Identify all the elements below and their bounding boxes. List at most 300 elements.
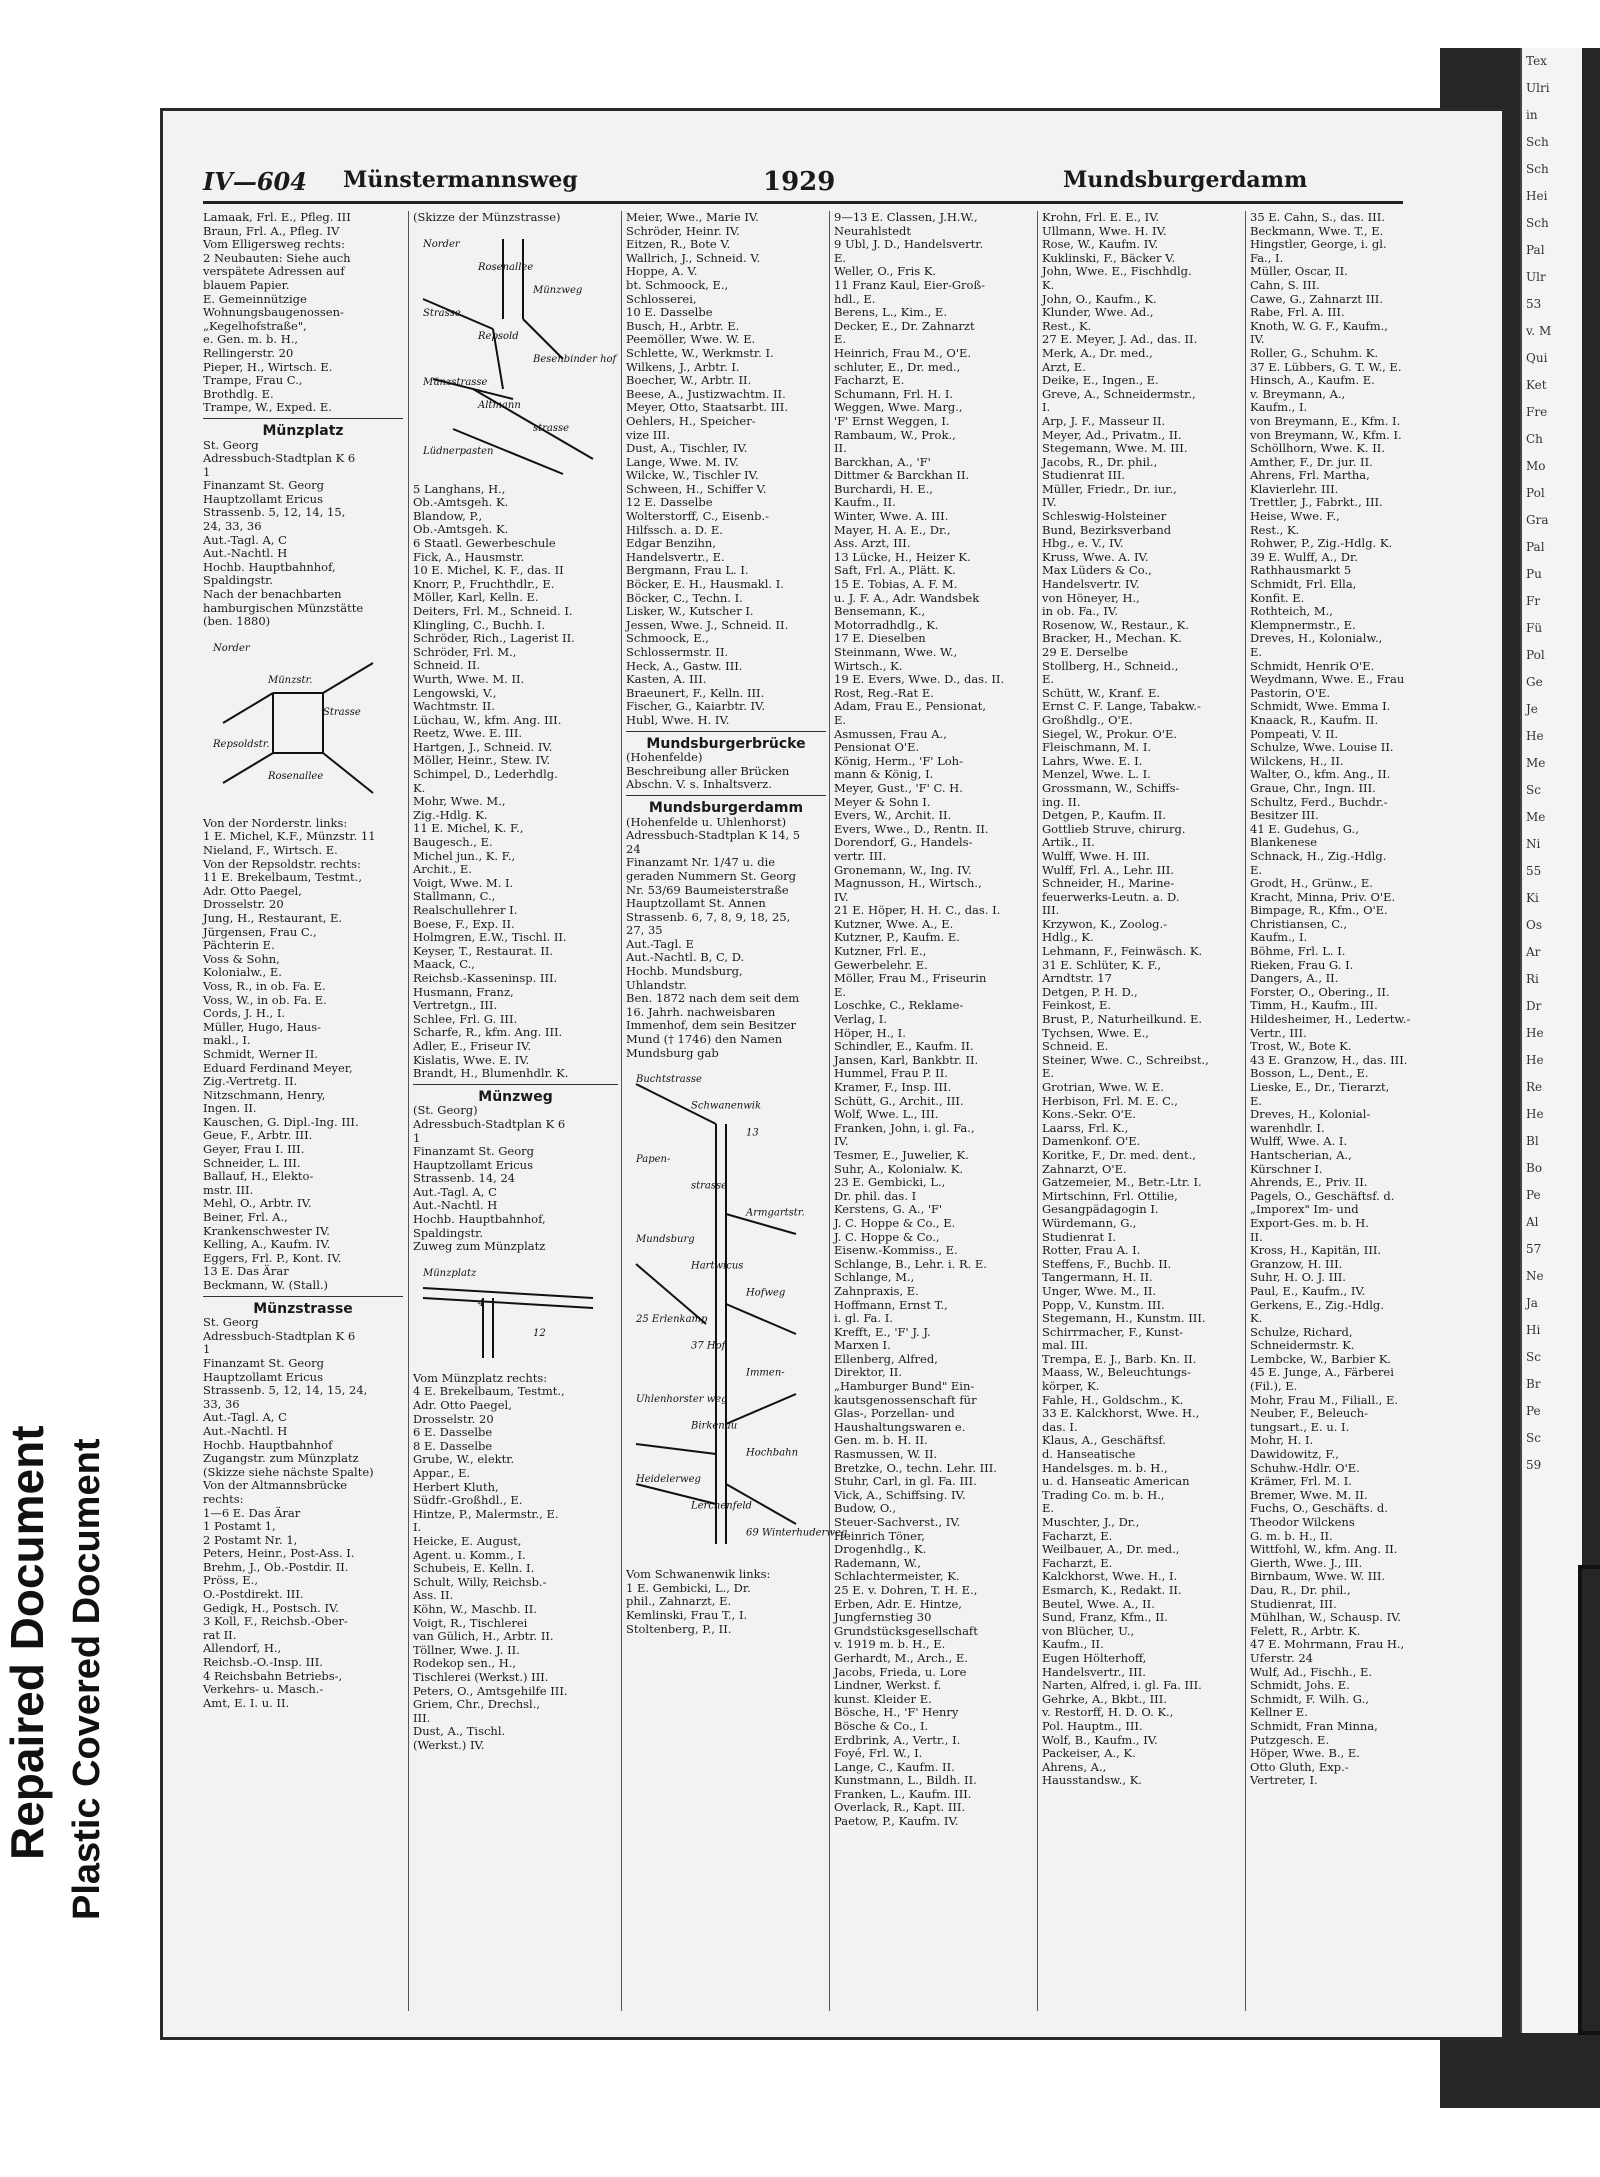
directory-entry: Studienrat, III. xyxy=(1250,1596,1337,1611)
street-name-label: 25 Erlenkamp xyxy=(636,1314,708,1326)
directory-entry: Schimpel, D., Lederhdlg. xyxy=(413,767,558,782)
munzstrasse-street-sketch xyxy=(413,229,617,479)
directory-entry: Trost, W., Bote K. xyxy=(1250,1039,1352,1054)
directory-entry: Timm, H., Kaufm., III. xyxy=(1250,998,1378,1013)
directory-entry: Zahnarzt, O'E. xyxy=(1042,1161,1127,1176)
directory-entry: geraden Nummern St. Georg xyxy=(626,868,796,883)
directory-entry: Feinkost, E. xyxy=(1042,998,1112,1013)
directory-entry: Rathhausmarkt 5 xyxy=(1250,563,1352,578)
directory-entry: Narten, Alfred, i. gl. Fa. III. xyxy=(1042,1678,1202,1693)
directory-entry: Amther, F., Dr. jur. II. xyxy=(1250,454,1373,469)
directory-entry: Handelsges. m. b. H., xyxy=(1042,1460,1168,1475)
directory-entry: Neurahlstedt xyxy=(834,223,912,238)
directory-entry: Rambaum, W., Prok., xyxy=(834,427,956,442)
directory-entry: Merk, A., Dr. med., xyxy=(1042,345,1153,360)
directory-entry: Marxen I. xyxy=(834,1338,891,1353)
directory-entry: Allendorf, H., xyxy=(203,1641,282,1656)
directory-entry: K. xyxy=(1250,1311,1263,1326)
directory-entry: Detgen, P., Kaufm. II. xyxy=(1042,808,1166,823)
directory-entry: Blandow, P., xyxy=(413,508,483,523)
directory-entry: Fuchs, O., Geschäfts. d. xyxy=(1250,1501,1388,1516)
adjacent-page-fragment: Me xyxy=(1526,756,1546,770)
directory-entry: Brothdlg. E. xyxy=(203,386,274,401)
directory-entry: 1 xyxy=(413,1130,421,1145)
directory-entry: Burchardi, H. E., xyxy=(834,481,933,496)
directory-entry: Schlange, M., xyxy=(834,1270,915,1285)
street-name-label: Rosenallee xyxy=(478,261,534,273)
directory-entry: Glas-, Porzellan- und xyxy=(834,1406,955,1421)
directory-entry: u. d. Hanseatic American xyxy=(1042,1474,1190,1489)
plastic-covered-label: Plastic Covered Document xyxy=(66,1438,108,1920)
adjacent-page-fragment: v. M xyxy=(1526,324,1552,338)
header-last-street: Mundsburgerdamm xyxy=(1063,167,1308,193)
adjacent-page-fragment: Pol xyxy=(1526,648,1545,662)
directory-entry: 24 xyxy=(626,841,641,856)
directory-entry: Gerhardt, M., Arch., E. xyxy=(834,1650,968,1665)
directory-entry: Ahrens, A., xyxy=(1042,1759,1107,1774)
directory-entry: Schneidermstr. K. xyxy=(1250,1338,1355,1353)
directory-entry: Ernst C. F. Lange, Tabakw.- xyxy=(1042,699,1201,714)
directory-entry: 9 Ubl, J. D., Handelsvertr. xyxy=(834,237,984,252)
adjacent-page-fragment: 59 xyxy=(1526,1458,1542,1472)
directory-entry: Ob.-Amtsgeh. K. xyxy=(413,495,509,510)
directory-entry: verspätete Adressen auf xyxy=(203,264,345,279)
directory-entry: Peters, Heinr., Post-Ass. I. xyxy=(203,1546,355,1561)
directory-entry: Hauptzollamt Ericus xyxy=(203,491,323,506)
directory-entry: Hauptzollamt St. Annen xyxy=(626,896,766,911)
directory-entry: Wallrich, J., Schneid. V. xyxy=(626,250,761,265)
directory-entry: mann & König, I. xyxy=(834,767,934,782)
directory-entry: Müller, Oscar, II. xyxy=(1250,264,1348,279)
directory-entry: Schröder, Frl. M., xyxy=(413,644,517,659)
directory-entry: Kuklinski, F., Bäcker V. xyxy=(1042,250,1176,265)
adjacent-page-strip xyxy=(1520,48,1582,2033)
adjacent-page-fragment: Ulri xyxy=(1526,81,1550,95)
directory-entry: E. xyxy=(1042,1501,1055,1516)
directory-entry: Bund, Bezirksverband xyxy=(1042,522,1172,537)
directory-entry: Ben. 1872 nach dem seit dem xyxy=(626,991,800,1006)
directory-entry: Dangers, A., II. xyxy=(1250,971,1339,986)
directory-entry: Wurth, Wwe. M. II. xyxy=(413,671,525,686)
directory-entry: Wolf, B., Kaufm., IV. xyxy=(1042,1732,1158,1747)
directory-entry: 1—6 E. Das Ärar xyxy=(203,1505,301,1520)
directory-entry: Kolonialw., E. xyxy=(203,965,282,980)
street-line xyxy=(636,1444,716,1454)
directory-entry: Pensionat O'E. xyxy=(834,740,920,755)
directory-entry: Direktor, II. xyxy=(834,1365,903,1380)
directory-entry: Heinrich, Frau M., O'E. xyxy=(834,345,972,360)
directory-entry: Kunstmann, L., Bildh. II. xyxy=(834,1773,977,1788)
directory-entry: K. xyxy=(413,780,426,795)
street-name-label: Mundsburg xyxy=(636,1234,695,1246)
directory-entry: Decker, E., Dr. Zahnarzt xyxy=(834,318,975,333)
directory-entry: Kelling, A., Kaufm. IV. xyxy=(203,1237,331,1252)
directory-entry: Christiansen, C., xyxy=(1250,916,1347,931)
directory-entry: rechts: xyxy=(203,1491,244,1506)
directory-entry: Scharfe, R., kfm. Ang. III. xyxy=(413,1025,563,1040)
directory-entry: „Kegelhofstraße", xyxy=(203,318,307,333)
directory-entry: Bremer, Wwe. M. II. xyxy=(1250,1487,1368,1502)
directory-entry: Geue, F., Arbtr. III. xyxy=(203,1128,313,1143)
directory-entry: schluter, E., Dr. med., xyxy=(834,359,961,374)
column-4 xyxy=(829,211,1038,2011)
directory-entry: Mirtschinn, Frl. Ottilie, xyxy=(1042,1188,1178,1203)
directory-entry: Arzt, E. xyxy=(1042,359,1086,374)
adjacent-page-fragment: Mo xyxy=(1526,459,1546,473)
directory-entry: 5 Langhans, H., xyxy=(413,481,506,496)
directory-entry: Studienrat III. xyxy=(1042,468,1126,483)
directory-entry: 43 E. Granzow, H., das. III. xyxy=(1250,1052,1408,1067)
directory-entry: Agent. u. Komm., I. xyxy=(413,1547,526,1562)
street-name-label: strasse xyxy=(691,1180,728,1192)
directory-entry: Schlee, Frl. G. III. xyxy=(413,1011,518,1026)
directory-entry: (St. Georg) xyxy=(413,1103,478,1118)
directory-entry: „Imporex" Im- und xyxy=(1250,1202,1359,1217)
directory-entry: 21 E. Höper, H. H. C., das. I. xyxy=(834,903,1001,918)
directory-entry: Mayer, H. A. E., Dr., xyxy=(834,522,951,537)
directory-entry: Drosselstr. 20 xyxy=(413,1411,494,1426)
directory-entry: Aut.-Nachtl. H xyxy=(203,546,288,561)
directory-entry: Kemlinski, Frau T., I. xyxy=(626,1608,748,1622)
directory-entry: Klaus, A., Geschäftsf. xyxy=(1042,1433,1166,1448)
adjacent-page-fragment: Ne xyxy=(1526,1269,1544,1283)
directory-entry: (ben. 1880) xyxy=(203,614,271,629)
directory-entry: Lieske, E., Dr., Tierarzt, xyxy=(1250,1080,1390,1094)
directory-entry: E. xyxy=(1250,862,1263,877)
directory-entry: 16. Jahrh. nachweisbaren xyxy=(626,1004,776,1019)
directory-entry: Möller, Frau M., Friseurin xyxy=(834,971,987,986)
page-header xyxy=(203,161,1403,204)
directory-entry: Spaldingstr. xyxy=(413,1225,483,1240)
directory-entry: Schween, H., Schiffer V. xyxy=(626,481,767,496)
directory-entry: Deike, E., Ingen., E. xyxy=(1042,373,1159,388)
directory-entry: Schulze, Wwe. Louise II. xyxy=(1250,740,1394,755)
directory-entry: Rasmussen, W. II. xyxy=(834,1447,938,1462)
section-divider xyxy=(203,1296,403,1297)
directory-entry: Sund, Franz, Kfm., II. xyxy=(1042,1610,1168,1625)
directory-entry: Abschn. V. s. Inhaltsverz. xyxy=(626,777,772,792)
directory-entry: Voss, R., in ob. Fa. E. xyxy=(203,978,326,993)
directory-entry: Schleswig-Holsteiner xyxy=(1042,509,1167,524)
directory-entry: Schneider, L. III. xyxy=(203,1155,301,1170)
directory-entry: IV. xyxy=(1042,495,1057,510)
directory-entry: Aut.-Tagl. E xyxy=(626,936,694,951)
directory-entry: Peters, O., Amtsgehilfe III. xyxy=(413,1683,568,1698)
directory-entry: Fleischmann, M. I. xyxy=(1042,740,1152,755)
adjacent-page-fragment: He xyxy=(1526,1107,1544,1121)
street-name-label: Immen- xyxy=(746,1367,785,1379)
directory-entry: Krohn, Frl. E. E., IV. xyxy=(1042,210,1160,224)
directory-entry: „Hamburger Bund" Ein- xyxy=(834,1379,975,1394)
street-name-label: Münzstr. xyxy=(268,674,313,686)
directory-entry: 'F' Ernst Weggen, I. xyxy=(834,413,950,428)
directory-entry: Meier, Wwe., Marie IV. xyxy=(626,210,759,224)
directory-entry: Kaufm., I. xyxy=(1250,400,1308,415)
directory-entry: vize III. xyxy=(626,427,670,442)
adjacent-page-fragment: Pu xyxy=(1526,567,1542,581)
directory-entry: Arp, J. F., Masseur II. xyxy=(1042,413,1166,428)
directory-entry: 8 E. Dasselbe xyxy=(413,1438,493,1453)
directory-entry: Laarss, Frl. K., xyxy=(1042,1120,1129,1135)
adjacent-page-fragment: Sc xyxy=(1526,1350,1541,1364)
directory-entry: Fick, A., Hausmstr. xyxy=(413,549,525,564)
directory-entry: Reichsb.-Kasseninsp. III. xyxy=(413,970,558,985)
directory-entry: Zuweg zum Münzplatz xyxy=(413,1239,546,1254)
directory-entry: Hbg., e. V., IV. xyxy=(1042,536,1124,551)
directory-entry: Schneider, H., Marine- xyxy=(1042,876,1175,891)
directory-entry: von Blücher, U., xyxy=(1042,1623,1135,1638)
adjacent-page-fragment: Me xyxy=(1526,810,1546,824)
directory-entry: Gatzemeier, M., Betr.-Ltr. I. xyxy=(1042,1175,1202,1190)
directory-entry: (Skizze der Münzstrasse) xyxy=(413,210,561,224)
page-number: IV—604 xyxy=(203,167,307,196)
directory-entry: Schröder, Heinr. IV. xyxy=(626,223,740,238)
section-divider xyxy=(626,731,826,732)
directory-entry: Stallmann, C., xyxy=(413,889,496,904)
street-heading: Mundsburgerdamm xyxy=(648,799,804,816)
directory-entry: Bracker, H., Mechan. K. xyxy=(1042,631,1182,646)
directory-entry: Jacobs, Frieda, u. Lore xyxy=(834,1664,967,1679)
directory-entry: Fischer, G., Kaiarbtr. IV. xyxy=(626,699,765,714)
adjacent-page-fragment: Gra xyxy=(1526,513,1549,527)
directory-entry: 31 E. Schlüter, K. F., xyxy=(1042,957,1162,972)
directory-entry: Franken, John, i. gl. Fa., xyxy=(834,1120,975,1135)
directory-entry: Lamaak, Frl. E., Pfleg. III xyxy=(203,210,351,224)
directory-entry: Schult, Willy, Reichsb.- xyxy=(413,1574,547,1589)
street-name-label: 13 xyxy=(746,1127,759,1139)
directory-entry: Ob.-Amtsgeh. K. xyxy=(413,522,509,537)
directory-entry: Ballauf, H., Elekto- xyxy=(203,1169,314,1184)
directory-entry: hamburgischen Münzstätte xyxy=(203,600,364,615)
directory-entry: Vertr., III. xyxy=(1250,1025,1307,1040)
adjacent-page-fragment: 55 xyxy=(1526,864,1542,878)
directory-entry: Mundsburg gab xyxy=(626,1045,719,1060)
adjacent-page-fragment: Pal xyxy=(1526,243,1545,257)
directory-entry: Finanzamt St. Georg xyxy=(203,1355,325,1370)
directory-entry: Hingstler, George, i. gl. xyxy=(1250,237,1387,252)
directory-entry: IV. xyxy=(834,1134,849,1149)
directory-entry: (Skizze siehe nächste Spalte) xyxy=(203,1464,374,1479)
directory-entry: Steuer-Sachverst., IV. xyxy=(834,1515,961,1529)
directory-entry: Kerstens, G. A., 'F' xyxy=(834,1202,943,1217)
directory-entry: II. xyxy=(834,441,847,456)
adjacent-page-fragment: Dr xyxy=(1526,999,1542,1013)
directory-entry: Braeunert, F., Kelln. III. xyxy=(626,685,765,700)
directory-entry: Wittfohl, W., kfm. Ang. II. xyxy=(1250,1542,1398,1557)
directory-entry: Rotter, Frau A. I. xyxy=(1042,1243,1141,1258)
adjacent-page-fragment: Ki xyxy=(1526,891,1539,905)
street-name-label: Strasse xyxy=(323,706,361,718)
directory-entry: Handelsvertr., E. xyxy=(626,549,725,564)
directory-entry: Mohr, H. I. xyxy=(1250,1433,1314,1448)
directory-entry: O.-Postdirekt. III. xyxy=(203,1587,304,1602)
directory-entry: v. 1919 m. b. H., E. xyxy=(834,1637,946,1652)
directory-entry: Bimpage, R., Kfm., O'E. xyxy=(1250,903,1388,918)
directory-entry: Motorradhdlg., K. xyxy=(834,617,939,632)
directory-entry: Rosenow, W., Restaur., K. xyxy=(1042,617,1189,632)
directory-entry: Foyé, Frl. W., I. xyxy=(834,1746,923,1761)
directory-entry: Schumann, Frl. H. I. xyxy=(834,386,954,401)
directory-entry: Wulff, Wwe. A. I. xyxy=(1250,1134,1348,1149)
directory-entry: Forster, O., Obering., II. xyxy=(1250,984,1390,999)
street-line xyxy=(323,753,373,793)
directory-entry: Wulff, Frl. A., Lehr. III. xyxy=(1042,862,1174,877)
directory-entry: III. xyxy=(413,1710,431,1725)
street-name-label: Münzweg xyxy=(533,284,583,296)
directory-entry: Schulze, Richard, xyxy=(1250,1324,1353,1339)
directory-entry: Theodor Wilckens xyxy=(1250,1515,1355,1529)
directory-entry: Kaufm., II. xyxy=(1042,1637,1104,1652)
directory-entry: IV. xyxy=(1250,332,1265,347)
street-name-label: 37 Hof xyxy=(691,1340,726,1352)
directory-entry: Knorr, P., Fruchthdlr., E. xyxy=(413,576,555,591)
directory-entry: Strassenb. 5, 12, 14, 15, xyxy=(203,505,346,520)
directory-entry: Kracht, Minna, Priv. O'E. xyxy=(1250,889,1396,904)
directory-entry: E. xyxy=(1042,1066,1055,1081)
directory-entry: John, O., Kaufm., K. xyxy=(1042,291,1157,306)
adjacent-page-fragment: Sch xyxy=(1526,162,1549,176)
directory-entry: Pächterin E. xyxy=(203,938,275,953)
directory-entry: I. xyxy=(1042,400,1051,415)
directory-entry: Grundstücksgesellschaft xyxy=(834,1623,978,1638)
directory-entry: Klingling, C., Buchh. I. xyxy=(413,617,546,632)
directory-entry: Holmgren, E.W., Tischl. II. xyxy=(413,930,567,945)
directory-entry: Gesangpädagogin I. xyxy=(1042,1202,1159,1217)
street-name-label: Lerchenfeld xyxy=(691,1500,752,1512)
directory-entry: Wilkens, J., Arbtr. I. xyxy=(626,359,740,374)
header-first-street: Münstermannsweg xyxy=(343,167,578,193)
directory-entry: Gewerbelehr. E. xyxy=(834,957,928,972)
directory-entry: Uferstr. 24 xyxy=(1250,1650,1313,1665)
directory-entry: Archit., E. xyxy=(413,862,472,877)
directory-entry: III. xyxy=(1042,903,1060,918)
street-heading: Münzplatz xyxy=(262,422,344,439)
directory-entry: Konfit. E. xyxy=(1250,590,1305,605)
directory-entry: Kruss, Wwe. A. IV. xyxy=(1042,549,1149,564)
directory-entry: Voss, W., in ob. Fa. E. xyxy=(203,992,327,1007)
directory-entry: Adler, E., Friseur IV. xyxy=(413,1038,531,1053)
directory-entry: Studienrat I. xyxy=(1042,1229,1116,1244)
directory-entry: Schütt, W., Kranf. E. xyxy=(1042,685,1161,700)
directory-entry: Popp, V., Kunstm. III. xyxy=(1042,1297,1165,1312)
directory-entry: mal. III. xyxy=(1042,1338,1089,1353)
directory-entry: 45 E. Junge, A., Färberei xyxy=(1250,1365,1394,1380)
adjacent-page-fragment: Fre xyxy=(1526,405,1548,419)
section-divider xyxy=(413,1084,618,1085)
directory-entry: Immenhof, dem sein Besitzer xyxy=(626,1018,797,1033)
document-condition-label xyxy=(0,1320,120,1920)
directory-entry: van Gülich, H., Arbtr. II. xyxy=(413,1629,554,1644)
directory-entry: 25 E. v. Dohren, T. H. E., xyxy=(834,1582,978,1597)
street-heading: Münzweg xyxy=(478,1088,553,1105)
directory-entry: Berens, L., Kim., E. xyxy=(834,305,947,320)
header-year: 1929 xyxy=(763,167,836,197)
street-line xyxy=(523,319,563,359)
directory-entry: Schröder, Rich., Lagerist II. xyxy=(413,631,575,646)
street-name-label: 4 xyxy=(478,1297,485,1309)
directory-entry: 23 E. Gembicki, L., xyxy=(834,1175,946,1190)
directory-entry: 39 E. Wulff, A., Dr. xyxy=(1250,549,1358,564)
street-name-label: Altmann xyxy=(478,399,521,411)
directory-entry: Hinsch, A., Kaufm. E. xyxy=(1250,373,1375,388)
directory-entry: Kislatis, Wwe. E. IV. xyxy=(413,1052,530,1067)
directory-entry: Finanzamt St. Georg xyxy=(413,1144,535,1159)
directory-entry: Oehlers, H., Speicher- xyxy=(626,413,756,428)
adjacent-page-fragment: Al xyxy=(1526,1215,1539,1229)
directory-entry: Schöllhorn, Wwe. K. II. xyxy=(1250,441,1385,456)
directory-entry: 41 E. Gudehus, G., xyxy=(1250,821,1359,836)
directory-entry: Von der Norderstr. links: xyxy=(203,815,348,830)
directory-entry: Möller, Karl, Kelln. E. xyxy=(413,590,539,605)
directory-entry: Brandt, H., Blumenhdlr. K. xyxy=(413,1066,569,1081)
directory-entry: Adressbuch-Stadtplan K 6 xyxy=(413,1116,566,1131)
directory-entry: Cawe, G., Zahnarzt III. xyxy=(1250,291,1383,306)
directory-entry: Spaldingstr. xyxy=(203,573,273,588)
directory-entry: Hauptzollamt Ericus xyxy=(413,1157,533,1172)
directory-entry: 6 Staatl. Gewerbeschule xyxy=(413,535,556,550)
street-line xyxy=(323,663,373,693)
directory-entry: Cahn, S. III. xyxy=(1250,277,1320,292)
directory-entry: Dorendorf, G., Handels- xyxy=(834,835,973,850)
directory-entry: Beschreibung aller Brücken xyxy=(626,763,790,778)
directory-entry: Würdemann, G., xyxy=(1042,1215,1137,1230)
directory-entry: Rest., K. xyxy=(1042,318,1092,333)
directory-entry: Handelsvertr. IV. xyxy=(1042,577,1140,592)
directory-entry: Hochb. Hauptbahnhof, xyxy=(413,1212,546,1227)
directory-entry: Höper, Wwe. B., E. xyxy=(1250,1746,1360,1761)
directory-entry: Klempnermstr., E. xyxy=(1250,617,1356,632)
directory-entry: Schubeis, E. Kelln. I. xyxy=(413,1561,535,1576)
directory-entry: Lembcke, W., Barbier K. xyxy=(1250,1351,1392,1366)
directory-entry: Müller, Hugo, Haus- xyxy=(203,1019,321,1034)
adjacent-page-fragment: Pol xyxy=(1526,486,1545,500)
directory-entry: Jacobs, R., Dr. phil., xyxy=(1042,454,1158,469)
directory-entry: Nach der benachbarten xyxy=(203,587,342,602)
repaired-label: Repaired Document xyxy=(1,1425,53,1860)
directory-entry: Heise, Wwe. F., xyxy=(1250,509,1340,524)
directory-entry: 12 E. Dasselbe xyxy=(626,495,713,510)
directory-entry: Baugesch., E. xyxy=(413,835,493,850)
directory-entry: 47 E. Mohrmann, Frau H., xyxy=(1250,1637,1405,1652)
directory-entry: Rademann, W., xyxy=(834,1555,921,1570)
directory-entry: Schmidt, Fran Minna, xyxy=(1250,1718,1378,1733)
directory-entry: e. Gen. m. b. H., xyxy=(203,332,299,347)
adjacent-page-fragment: Sch xyxy=(1526,135,1549,149)
directory-entry: Hochb. Hauptbahnhof, xyxy=(203,559,336,574)
directory-entry: Dr. phil. das. I xyxy=(834,1188,917,1203)
directory-entry: Adressbuch-Stadtplan K 6 xyxy=(203,1328,356,1343)
directory-entry: Grossmann, W., Schiffs- xyxy=(1042,780,1180,795)
street-name-label: Papen- xyxy=(636,1154,671,1166)
directory-entry: Rabe, Frl. A. III. xyxy=(1250,305,1345,320)
street-name-label: Birkenau xyxy=(691,1420,738,1432)
directory-entry: E. Gemeinnützige xyxy=(203,291,307,306)
directory-entry: 6 E. Dasselbe xyxy=(413,1425,493,1440)
directory-entry: u. J. F. A., Adr. Wandsbek xyxy=(834,590,980,605)
directory-entry: Pieper, H., Wirtsch. E. xyxy=(203,359,333,374)
adjacent-page-fragment: Pe xyxy=(1526,1188,1541,1202)
directory-entry: Steiner, Wwe. C., Schreibst., xyxy=(1042,1052,1209,1067)
directory-entry: Packeiser, A., K. xyxy=(1042,1746,1136,1761)
directory-entry: Nitzschmann, Henry, xyxy=(203,1087,326,1102)
directory-entry: Knoth, W. G. F., Kaufm., xyxy=(1250,318,1388,333)
directory-entry: Detgen, P. H. D., xyxy=(1042,984,1138,999)
directory-entry: Strassenb. 14, 24 xyxy=(413,1171,516,1186)
adjacent-page-fragment: Ri xyxy=(1526,972,1539,986)
directory-entry: Geyer, Frau I. III. xyxy=(203,1142,305,1157)
directory-entry: Siegel, W., Prokur. O'E. xyxy=(1042,726,1178,741)
directory-entry: Schmidt, Johs. E. xyxy=(1250,1678,1350,1693)
